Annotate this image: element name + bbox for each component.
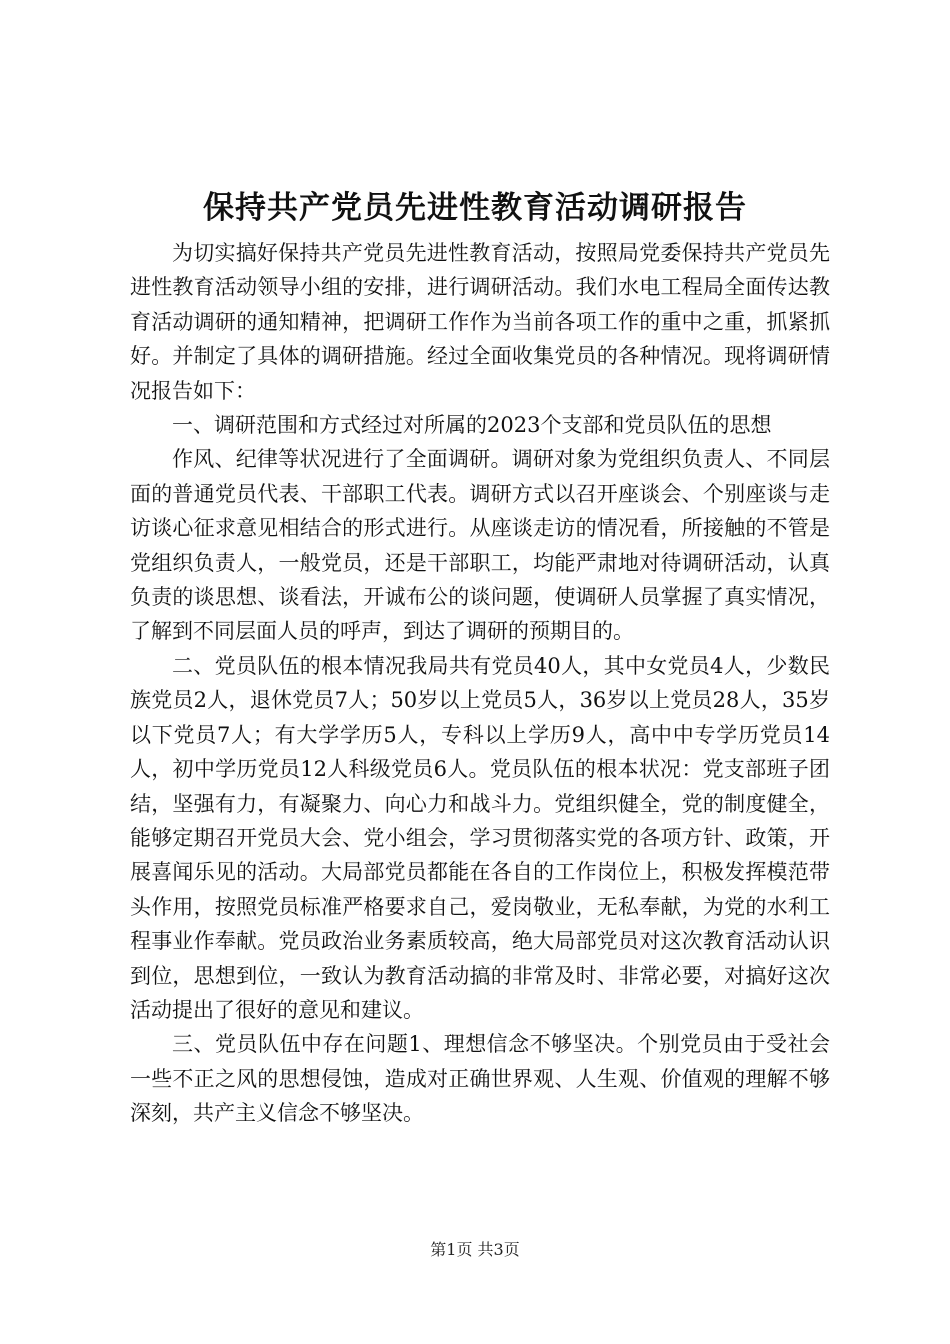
document-body [130, 236, 830, 1131]
paragraph-intro: 为切实搞好保持共产党员先进性教育活动，按照局党委保持共产党员先进性教育活动领导小组的安排，进行调研活动。我们水电工程局全面传达教育活动调研的通知精神，把调研工作作为当前各项工作的重中之重，抓紧抓好。并制定了具体的调研措施。经过全面收集党员的各种情况。现将调研情况报告如下： [130, 241, 830, 403]
paragraph-section-1-heading: 一、调研范围和方式经过对所属的2023个支部和党员队伍的思想 [172, 413, 772, 438]
page-number-footer: 第1页 共3页 [430, 1240, 520, 1259]
paragraph-section-2: 二、党员队伍的根本情况我局共有党员40人，其中女党员4人，少数民族党员2人，退休党员7人；50岁以上党员5人，36岁以上党员28人，35岁以下党员7人；有大学学历5人，专科以上学历9人，高中中专学历党员14人，初中学历党员12人科级党员6人。党员队伍的根本状况：党支部班子团结，坚强有力，有凝聚力、向心力和战斗力。党组织健全，党的制度健全，能够定期召开党员大会、党小组会，学习贯彻落实党的各项方针、政策，开展喜闻乐见的活动。大局部党员都能在各自的工作岗位上，积极发挥模范带头作用，按照党员标准严格要求自己，爱岗敬业，无私奉献，为党的水利工程事业作奉献。党员政治业务素质较高，绝大局部党员对这次教育活动认识到位，思想到位，一致认为教育活动搞的非常及时、非常必要，对搞好这次活动提出了很好的意见和建议。 [130, 653, 830, 1022]
paragraph-section-3: 三、党员队伍中存在问题1、理想信念不够坚决。个别党员由于受社会一些不正之风的思想侵蚀，造成对正确世界观、人生观、价值观的理解不够深刻，共产主义信念不够坚决。 [130, 1032, 830, 1126]
paragraph-section-1-body: 作风、纪律等状况进行了全面调研。调研对象为党组织负责人、不同层面的普通党员代表、干部职工代表。调研方式以召开座谈会、个别座谈与走访谈心征求意见相结合的形式进行。从座谈走访的情况看，所接触的不管是党组织负责人，一般党员，还是干部职工，均能严肃地对待调研活动，认真负责的谈思想、谈看法，开诚布公的谈问题，使调研人员掌握了真实情况，了解到不同层面人员的呼声，到达了调研的预期目的。 [130, 447, 830, 644]
document-title: 保持共产党员先进性教育活动调研报告 [203, 190, 747, 226]
